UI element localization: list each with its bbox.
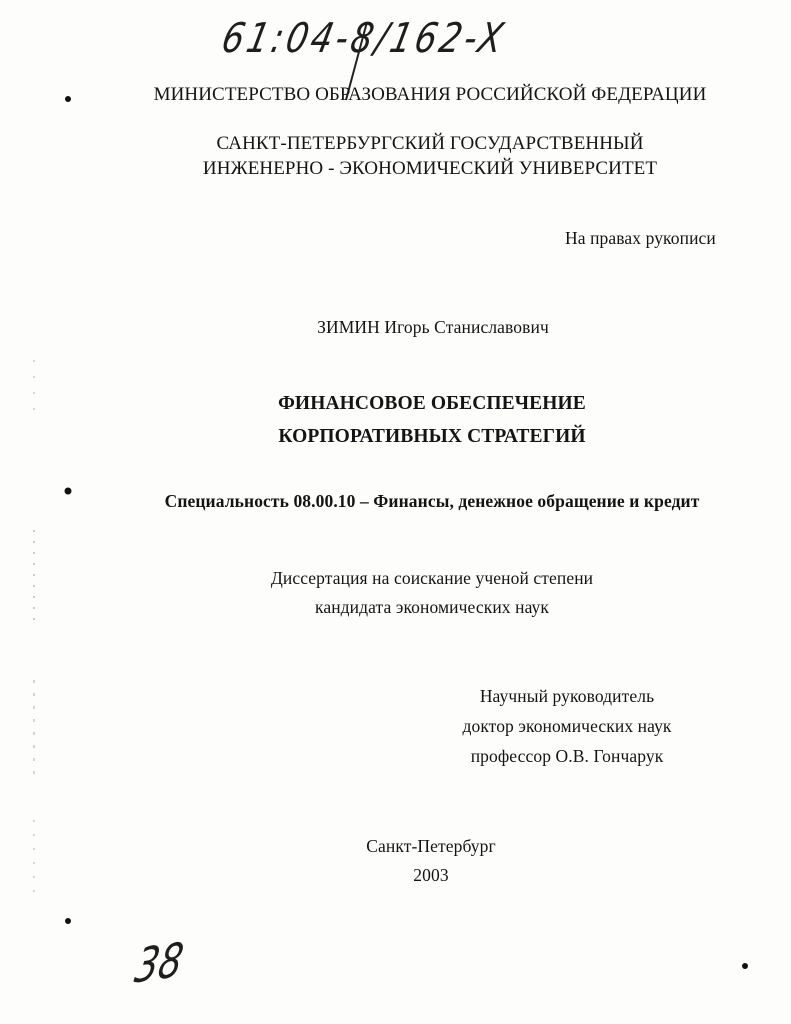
thesis-title-line2: КОРПОРАТИВНЫХ СТРАТЕГИЙ [278,426,586,447]
scan-dot [65,918,71,924]
thesis-title-line1: ФИНАНСОВОЕ ОБЕСПЕЧЕНИЕ [278,393,586,414]
author-name: ЗИМИН Игорь Станиславович [317,317,549,337]
supervisor-degree: доктор экономических наук [462,716,672,736]
supervisor-role: Научный руководитель [479,686,655,706]
dissertation-line1: Диссертация на соискание ученой степени [270,568,594,588]
city: Санкт-Петербург [366,836,496,856]
scan-dot [742,963,748,969]
supervisor-name: профессор О.В. Гончарук [470,746,664,766]
dissertation-line2: кандидата экономических наук [314,597,550,617]
scan-dot [65,96,71,102]
manuscript-rights: На правах рукописи [565,228,716,248]
page-count-handwritten: 38 [131,931,188,994]
specialty: Специальность 08.00.10 – Финансы, денежное обращение и кредит [164,491,700,511]
archive-number-handwritten: 61:04-8/162-X [217,14,511,62]
university-name-line2: ИНЖЕНЕРНО - ЭКОНОМИЧЕСКИЙ УНИВЕРСИТЕТ [202,158,658,179]
year: 2003 [413,865,449,885]
university-name-line1: САНКТ-ПЕТЕРБУРГСКИЙ ГОСУДАРСТВЕННЫЙ [216,133,644,154]
scan-dot [65,488,72,495]
ministry-name: МИНИСТЕРСТВО ОБРАЗОВАНИЯ РОССИЙСКОЙ ФЕДЕРАЦИИ [153,84,707,105]
